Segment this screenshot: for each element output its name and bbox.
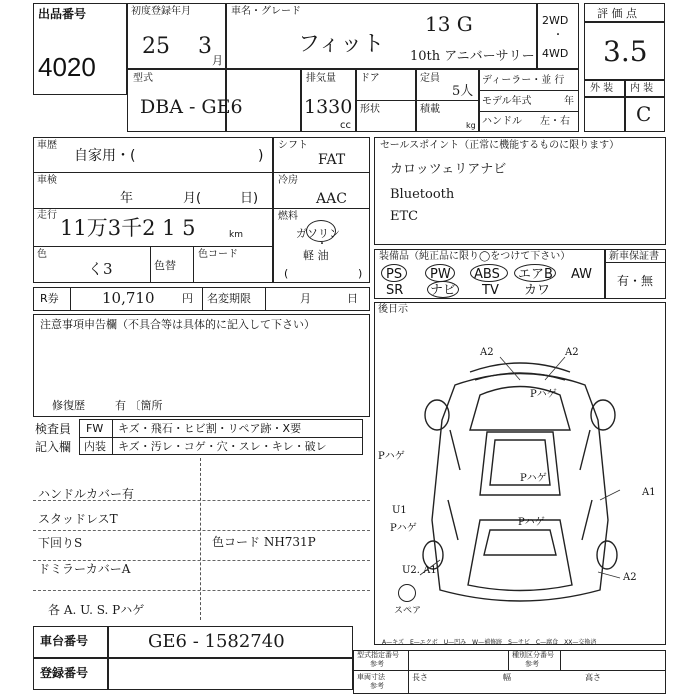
bottom-split-v2	[508, 650, 509, 670]
deadline-label: 名変期限	[207, 292, 251, 305]
frame-label: 車台番号	[40, 634, 89, 648]
model-cert-ref: 参考	[370, 660, 384, 668]
load-unit: kg	[466, 121, 476, 130]
model-value: DBA - GE6	[140, 96, 243, 118]
equip-sr: SR	[386, 283, 404, 298]
inspector-int-items: キズ・汚レ・コゲ・穴・スレ・キレ・破レ	[118, 440, 327, 453]
equip-kawa: カワ	[524, 283, 551, 298]
inspector-naibou: 内装	[84, 440, 106, 453]
remarks-line-1: ハンドルカバー有	[38, 487, 135, 501]
equipment-label: 装備品（純正品に限り◯をつけて下さい）	[379, 251, 571, 262]
history-label: 車歴	[37, 140, 57, 151]
equip-airbag: エアB	[518, 267, 553, 282]
class-ref: 参考	[525, 660, 539, 668]
repair-value: 有 〔箇所	[115, 399, 163, 412]
length-label: 長さ	[412, 673, 428, 682]
model-year-label: モデル年式	[482, 96, 532, 107]
class-label: 種別区分番号	[512, 651, 554, 659]
inspection-label: 車検	[37, 175, 57, 186]
grade: 13 G	[425, 12, 473, 36]
fuel-label: 燃料	[278, 211, 298, 222]
shape-label: 形状	[360, 104, 380, 115]
fuel-gas: ガソリン	[296, 227, 340, 240]
reg-month-unit: 月	[212, 54, 223, 67]
inspection-month: 月(	[183, 191, 202, 206]
door-label: ドア	[360, 73, 380, 84]
displacement-label: 排気量	[306, 73, 336, 84]
deadline-day: 日	[347, 292, 358, 305]
reg-month: 3	[198, 34, 212, 59]
height-label: 高さ	[585, 673, 601, 682]
sales-point-line-1: カロッツェリアナビ	[390, 162, 507, 177]
handle-label: ハンドル	[482, 116, 522, 127]
capacity-label: 定員	[420, 73, 440, 84]
shift-label: シフト	[278, 140, 308, 151]
sales-point-label: セールスポイント（正常に機能するものに限ります）	[380, 140, 620, 151]
bottom-split-v3	[560, 650, 561, 670]
inspector-fw-items: キズ・飛石・ヒビ割・リペア跡・X要	[118, 422, 302, 435]
diagram-mark-rear: Pハゲ	[518, 517, 545, 528]
inspector-label-2: 記入欄	[35, 440, 72, 454]
deadline-month: 月	[300, 292, 311, 305]
diagram-mark-a2-left: A2	[480, 347, 494, 358]
repair-label: 修復歴	[52, 399, 85, 412]
recycle-amount: 10,710	[102, 289, 155, 307]
warranty-value: 有・無	[617, 274, 654, 288]
mileage-value: 11万3千2 1 5	[60, 216, 196, 240]
remarks-line-3: 下回りS	[38, 536, 83, 550]
diagram-mark-left-rear: Pハゲ	[390, 523, 417, 534]
dealer-label: ディーラー・並 行	[482, 75, 565, 86]
ac-value: AAC	[316, 191, 347, 207]
diagram-legend: A—キズ E—エクボ U—凹み W—補修跡 S—サビ C—腐食 XX—交換済	[382, 639, 597, 646]
fuel-paren-close: )	[358, 267, 363, 280]
remarks-color-code: 色コード NH731P	[212, 535, 316, 549]
model-year-unit: 年	[564, 96, 574, 107]
equip-navi: ナビ	[430, 283, 457, 298]
car-name: フィット	[298, 32, 385, 57]
ac-label: 冷房	[278, 175, 298, 186]
remarks-line-4: ドミラーカバーA	[38, 562, 131, 576]
shift-value: FAT	[318, 152, 346, 168]
equip-pw: PW	[430, 267, 451, 282]
recycle-unit: 円	[182, 292, 193, 305]
sales-point-line-3: ETC	[390, 209, 419, 224]
bottom-table	[353, 650, 666, 694]
name-grade-label: 車名・グレード	[231, 6, 301, 17]
inspector-label-1: 検査員	[35, 422, 72, 436]
grade-note: 10th アニバーサリー	[410, 49, 535, 64]
load-label: 積載	[420, 104, 440, 115]
drive-4wd: 4WD	[542, 47, 569, 60]
displacement-unit: cc	[340, 120, 351, 131]
recycle-label: R券	[40, 292, 59, 305]
inspection-day: 日)	[240, 191, 259, 206]
diagram-mark-u1: U1	[392, 505, 407, 516]
model-cert-label: 型式指定番号	[357, 651, 399, 659]
inspector-fw: FW	[86, 422, 104, 435]
color-value: く3	[88, 260, 113, 278]
diagram-label: 後日示	[378, 304, 408, 315]
interior-label: 内 装	[630, 83, 654, 94]
remarks-line-2: スタッドレスT	[38, 512, 118, 526]
reg-number-label: 登録番号	[40, 666, 89, 680]
handle-options: 左・右	[540, 116, 570, 127]
car-size-ref: 参考	[370, 682, 384, 690]
color-change-label: 色替	[154, 259, 176, 272]
drive-dot: ・	[553, 30, 563, 41]
remarks-line-5: 各 A. U. S. Pハゲ	[48, 603, 145, 617]
diagram-mark-u2a1: U2. A1	[402, 565, 437, 576]
diagram-mark-hood: Pハゲ	[530, 389, 557, 400]
score-label: 評 価 点	[597, 7, 637, 20]
model-label: 型式	[133, 73, 153, 84]
color-code-label: 色コード	[198, 249, 238, 260]
interior-grade: C	[636, 102, 652, 126]
notes-label: 注意事項申告欄（不具合等は具体的に記入して下さい）	[40, 318, 315, 331]
equip-abs: ABS	[474, 267, 500, 282]
capacity-value: 5人	[452, 84, 474, 99]
sales-point-line-2: Bluetooth	[390, 187, 455, 202]
history-value: 自家用・(	[74, 148, 136, 164]
car-size-label: 車両寸法	[357, 673, 385, 681]
bottom-split-v1	[408, 650, 409, 694]
diagram-mark-left-door: Pハゲ	[378, 451, 405, 462]
color-label: 色	[37, 249, 47, 260]
fuel-paren-open: (	[284, 267, 289, 280]
fuel-dot: ・	[317, 239, 327, 250]
frame-value: GE6 - 1582740	[148, 631, 285, 652]
diagram-mark-roof: Pハゲ	[520, 473, 547, 484]
warranty-label: 新車保証書	[609, 251, 659, 262]
equip-aw: AW	[571, 267, 593, 282]
history-close: )	[258, 148, 264, 164]
equip-tv: TV	[482, 283, 499, 298]
drive-2wd: 2WD	[542, 14, 569, 27]
displacement-value: 1330	[304, 96, 353, 118]
diagram-mark-a2-right: A2	[565, 347, 579, 358]
fuel-light: 軽 油	[303, 249, 329, 262]
mileage-km: km	[229, 230, 243, 240]
score-value: 3.5	[603, 35, 648, 68]
first-reg-label: 初度登録年月	[131, 6, 191, 17]
inspection-year: 年	[120, 191, 134, 206]
bottom-split-h	[353, 670, 666, 671]
lot-number: 4020	[38, 52, 96, 82]
lot-number-label: 出品番号	[38, 7, 87, 21]
equip-ps: PS	[386, 267, 403, 282]
diagram-mark-a2-rear: A2	[623, 572, 637, 583]
width-label: 幅	[503, 673, 511, 682]
mileage-label: 走行	[37, 210, 57, 221]
exterior-label: 外 装	[590, 83, 614, 94]
spare-label: スペア	[394, 606, 422, 616]
reg-year: 25	[142, 34, 170, 59]
spare-tire-icon	[398, 584, 416, 602]
diagram-mark-a1: A1	[642, 487, 656, 498]
